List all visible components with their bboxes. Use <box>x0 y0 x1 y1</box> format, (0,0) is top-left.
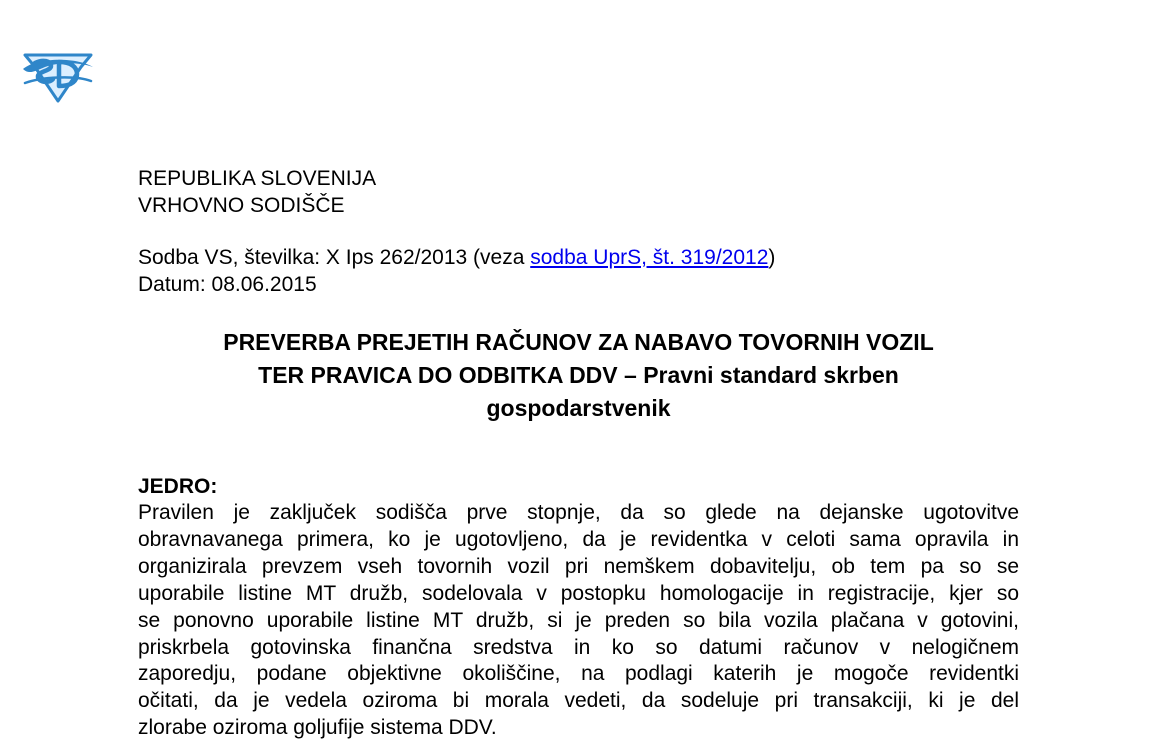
core-line-3: organizirala prevzem vseh tovornih vozil pri nemškem dobavitelju, ob tem pa so se <box>138 554 1019 578</box>
core-paragraph <box>138 500 1019 742</box>
core-line-2: obravnavanega primera, ko je ugotovljeno, da je revidentka v celoti sama opravila in <box>138 527 1019 551</box>
title-line-1: PREVERBA PREJETIH RAČUNOV ZA NABAVO TOVORNIH VOZIL <box>223 329 934 355</box>
issuer-country: REPUBLIKA SLOVENIJA <box>138 167 377 190</box>
core-line-8: očitati, da je vedela oziroma bi morala vedeti, da sodeluje pri transakciji, ki je del <box>138 689 1019 713</box>
case-date: Datum: 08.06.2015 <box>138 273 317 296</box>
core-line-7: zaporedju, podane objektivne okoliščine, na podlagi katerih je mogoče revidentki <box>138 662 1019 686</box>
core-line-5: se ponovno uporabile listine MT družb, si je preden so bila vozila plačana v gotovini, <box>138 608 1019 632</box>
core-line-6: priskrbela gotovinska finančna sredstva in ko so datumi računov v nelogičnem <box>138 635 1019 659</box>
core-line-4: uporabile listine MT družb, sodelovala v postopku homologacije in registracije, kjer so <box>138 581 1019 605</box>
title-line-2: TER PRAVICA DO ODBITKA DDV – Pravni standard skrben <box>258 362 899 388</box>
core-heading: JEDRO: <box>138 475 218 498</box>
case-number: Sodba VS, številka: X Ips 262/2013 (veza <box>138 246 531 269</box>
related-case-link[interactable]: sodba UprS, št. 319/2012 <box>530 246 769 269</box>
core-line-9: zlorabe oziroma goljufije sistema DDV. <box>138 716 497 740</box>
issuer-block <box>138 165 376 219</box>
document-title <box>138 326 1019 425</box>
court-logo-icon <box>21 49 95 103</box>
issuer-court: VRHOVNO SODIŠČE <box>138 194 345 217</box>
case-suffix: ) <box>768 246 776 269</box>
case-reference <box>138 244 775 271</box>
case-meta <box>138 244 775 298</box>
core-line-1: Pravilen je zaključek sodišča prve stopnje, da so glede na dejanske ugotovitve <box>138 501 1019 524</box>
title-line-3: gospodarstvenik <box>486 395 671 421</box>
